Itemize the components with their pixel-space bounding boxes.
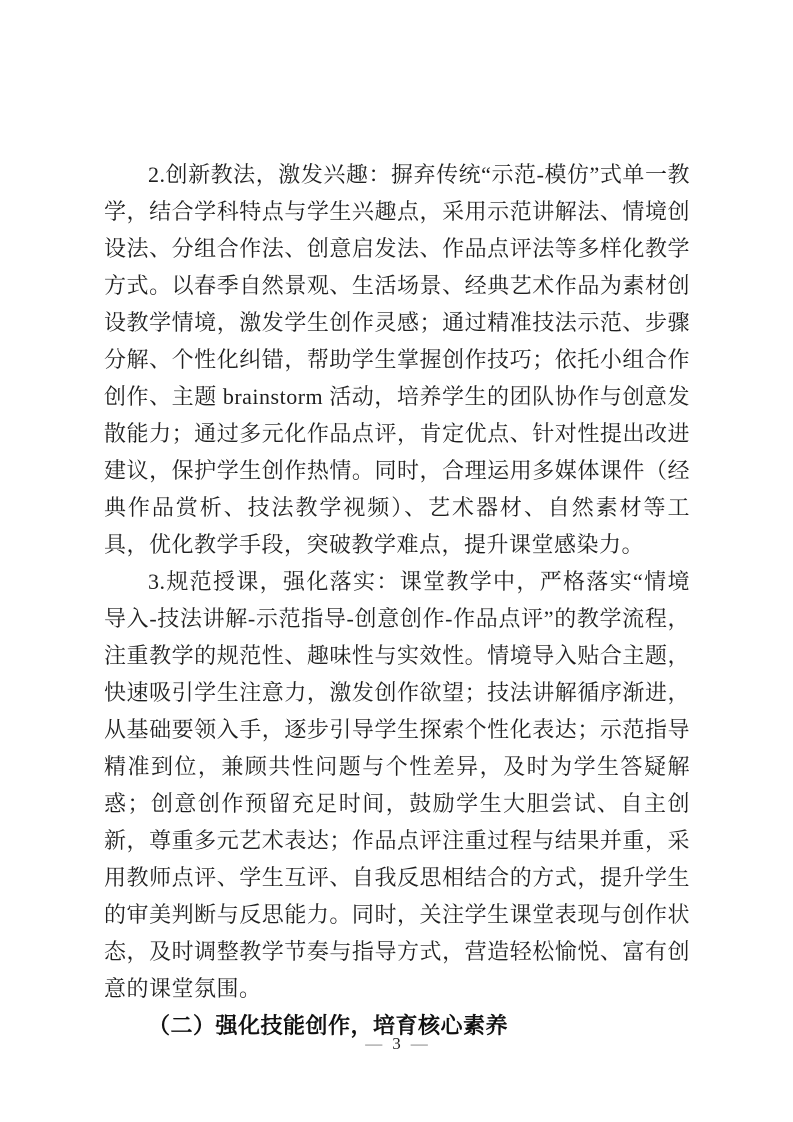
page-number-dash-left: —: [365, 1034, 383, 1053]
page-number: 3: [392, 1034, 401, 1053]
section-heading: （二）强化技能创作，培育核心素养: [148, 1013, 509, 1038]
page-footer: [0, 1033, 793, 1055]
paragraph-3-standardize-lessons: 3.规范授课，强化落实：课堂教学中，严格落实“情境导入-技法讲解-示范指导-创意创作-作品点评”的教学流程，注重教学的规范性、趣味性与实效性。情境导入贴合主题，快速吸引学生注意力，激发创作欲望；技法讲解循序渐进，从基础要领入手，逐步引导学生探索个性化表达；示范指导精准到位，兼顾共性问题与个性差异，及时为学生答疑解惑；创意创作预留充足时间，鼓励学生大胆尝试、自主创新，尊重多元艺术表达；作品点评注重过程与结果并重，采用教师点评、学生互评、自我反思相结合的方式，提升学生的审美判断与反思能力。同时，关注学生课堂表现与创作状态，及时调整教学节奏与指导方式，营造轻松愉悦、富有创意的课堂氛围。: [104, 569, 690, 1001]
paragraph-2-innovate-teaching: 2.创新教法，激发兴趣：摒弃传统“示范-模仿”式单一教学，结合学科特点与学生兴趣点，采用示范讲解法、情境创设法、分组合作法、创意启发法、作品点评法等多样化教学方式。以春季自然景观、生活场景、经典艺术作品为素材创设教学情境，激发学生创作灵感；通过精准技法示范、步骤分解、个性化纠错，帮助学生掌握创作技巧；依托小组合作创作、主题 brainstorm 活动，培养学生的团队协作与创意发散能力；通过多元化作品点评，肯定优点、针对性提出改进建议，保护学生创作热情。同时，合理运用多媒体课件（经典作品赏析、技法教学视频）、艺术器材、自然素材等工具，优化教学手段，突破教学难点，提升课堂感染力。: [104, 162, 690, 557]
page-number-dash-right: —: [410, 1034, 428, 1053]
document-body: [104, 156, 690, 1044]
